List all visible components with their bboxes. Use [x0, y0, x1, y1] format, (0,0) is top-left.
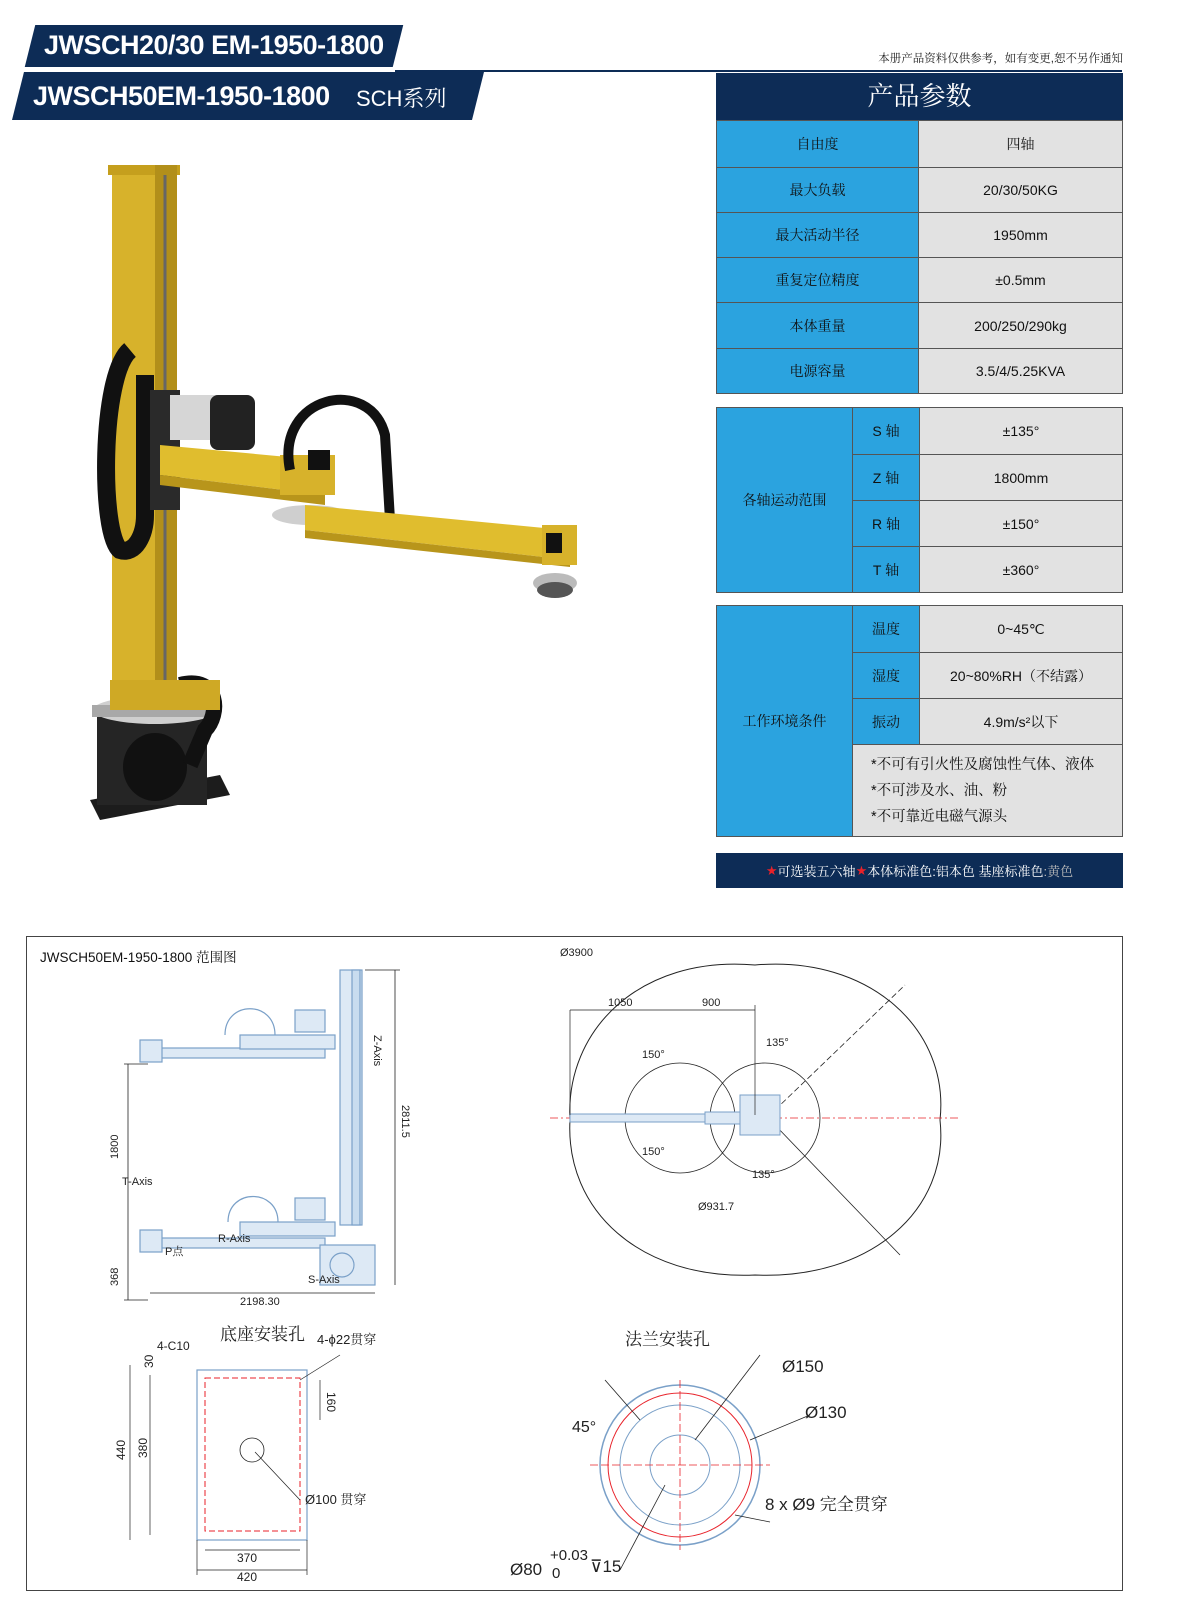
- holes-8x9: 8 x Ø9 完全贯穿: [765, 1495, 888, 1514]
- footnote-body-color: 本体标准色: [867, 864, 933, 879]
- t-axis-label: T-Axis: [122, 1176, 153, 1188]
- axis-name: R 轴: [852, 500, 919, 546]
- axis-range: ±135°: [919, 408, 1122, 454]
- dia-130: Ø130: [805, 1403, 847, 1422]
- axis-range: ±360°: [919, 546, 1122, 592]
- spec-label: 自由度: [717, 121, 918, 167]
- spec-value: 200/250/290kg: [918, 302, 1122, 348]
- disclaimer-notice: 本册产品资料仅供参考，如有变更,恕不另作通知: [878, 53, 1123, 65]
- tolerance-upper: +0.03: [550, 1547, 588, 1564]
- robot-arm-illustration: [80, 155, 600, 845]
- spec-value: 3.5/4/5.25KVA: [918, 348, 1122, 393]
- axis-range: ±150°: [919, 500, 1122, 546]
- env-value: 20~80%RH（不结露）: [919, 652, 1122, 698]
- dim-2198: 2198.30: [240, 1296, 280, 1308]
- env-value: 0~45℃: [919, 606, 1122, 652]
- flange-holes-drawing: [510, 1357, 940, 1585]
- dim-3900: Ø3900: [560, 947, 594, 959]
- s-axis-label: S-Axis: [308, 1274, 340, 1286]
- dia-150: Ø150: [782, 1357, 824, 1376]
- axis-name: S 轴: [852, 408, 919, 454]
- angle-45: 45°: [572, 1419, 597, 1436]
- angle-150-top: 150°: [642, 1049, 665, 1061]
- flange-holes-title: 法兰安装孔: [625, 1330, 710, 1350]
- environment-notes: [852, 744, 1122, 836]
- dim-370: 370: [237, 1551, 258, 1565]
- dim-380: 380: [136, 1437, 150, 1458]
- dim-30: 30: [142, 1354, 156, 1368]
- dim-1800: 1800: [109, 1134, 121, 1159]
- env-name: 温度: [852, 606, 919, 652]
- spec-table-basic: [716, 120, 1123, 394]
- options-footnote: [716, 853, 1123, 888]
- top-view-drawing: [540, 947, 960, 1290]
- header-rule: [395, 70, 1122, 72]
- spec-label: 重复定位精度: [717, 257, 918, 302]
- footnote-yellow: :黄色: [1043, 864, 1074, 879]
- env-name: 湿度: [852, 652, 919, 698]
- env-note: *不可涉及水、油、粉: [871, 782, 1008, 799]
- model-title-1: JWSCH20/30 EM-1950-1800: [44, 30, 384, 60]
- spec-label: 最大活动半径: [717, 212, 918, 257]
- angle-135-top: 135°: [766, 1037, 789, 1049]
- axes-range-label: 各轴运动范围: [717, 408, 852, 592]
- p-point-label: P点: [165, 1246, 184, 1258]
- chamfer-c10: 4-C10: [157, 1339, 190, 1353]
- spec-value: 四轴: [918, 121, 1122, 167]
- angle-135-bottom: 135°: [752, 1169, 775, 1181]
- model-title-2: JWSCH50EM-1950-1800: [33, 81, 330, 111]
- side-view-drawing: [109, 960, 440, 1308]
- dim-1050: 1050: [608, 997, 633, 1009]
- axis-range: 1800mm: [919, 454, 1122, 500]
- spec-value: ±0.5mm: [918, 257, 1122, 302]
- dim-420: 420: [237, 1570, 258, 1584]
- series-label: SCH系列: [356, 86, 447, 111]
- spec-value: 1950mm: [918, 212, 1122, 257]
- depth-15: ⊽15: [590, 1557, 622, 1576]
- r-axis-label: R-Axis: [218, 1233, 251, 1245]
- env-note: *不可有引火性及腐蚀性气体、液体: [871, 756, 1095, 773]
- env-note: *不可靠近电磁气源头: [871, 808, 1008, 825]
- spec-table-axes: [716, 407, 1123, 593]
- tolerance-lower: 0: [552, 1565, 561, 1582]
- environment-label: 工作环境条件: [717, 606, 852, 836]
- spec-label: 最大负载: [717, 167, 918, 212]
- axis-name: T 轴: [852, 546, 919, 592]
- star-icon: ★: [765, 862, 778, 878]
- drawing-title: JWSCH50EM-1950-1800 范围图: [40, 950, 237, 965]
- holes-22: 4-ϕ22贯穿: [317, 1332, 377, 1347]
- footnote-optional: 可选装五六轴: [777, 864, 856, 879]
- spec-label: 本体重量: [717, 302, 918, 348]
- spec-table-environment: [716, 605, 1123, 837]
- dim-440: 440: [114, 1439, 128, 1460]
- footnote-base-color: :铝本色 基座标准色: [932, 864, 1044, 879]
- angle-150-bottom: 150°: [642, 1146, 665, 1158]
- dim-2811: 2811.5: [399, 1105, 411, 1138]
- dia-80: Ø80: [510, 1560, 543, 1579]
- base-holes-title: 底座安装孔: [220, 1325, 305, 1345]
- dim-900: 900: [702, 997, 721, 1009]
- dim-931: Ø931.7: [698, 1201, 735, 1213]
- spec-value: 20/30/50KG: [918, 167, 1122, 212]
- axis-name: Z 轴: [852, 454, 919, 500]
- star-icon: ★: [855, 862, 868, 878]
- spec-label: 电源容量: [717, 348, 918, 393]
- spec-table-title: 产品参数: [716, 73, 1123, 120]
- hole-100: Ø100 贯穿: [305, 1492, 367, 1507]
- env-name: 振动: [852, 698, 919, 744]
- z-axis-label: Z-Axis: [371, 1035, 383, 1067]
- dim-160: 160: [324, 1392, 338, 1413]
- env-value: 4.9m/s²以下: [919, 698, 1122, 744]
- dim-368: 368: [109, 1267, 121, 1286]
